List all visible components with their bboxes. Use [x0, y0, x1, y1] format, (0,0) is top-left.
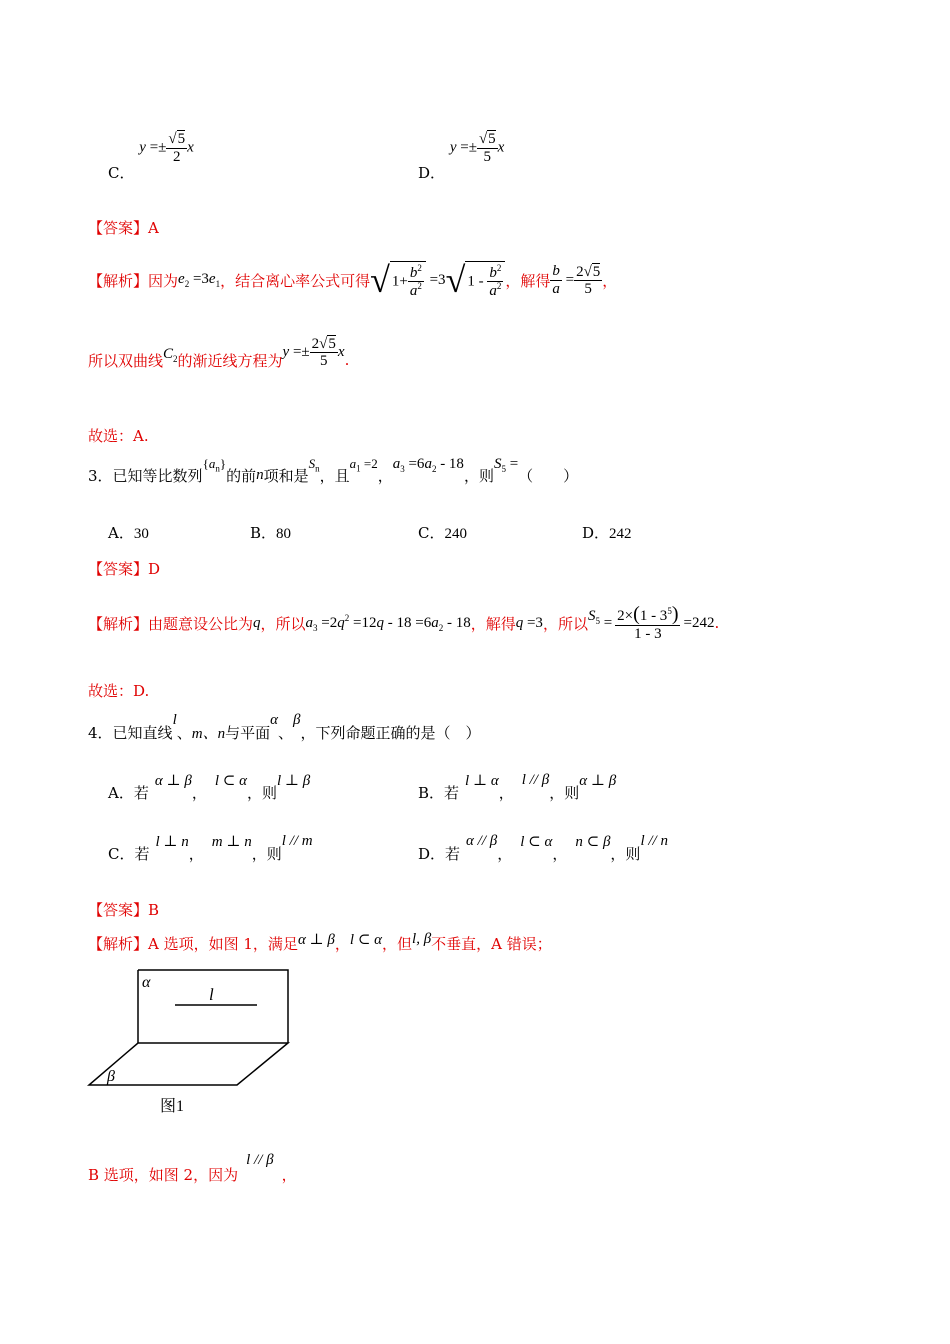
- label-l: l: [209, 985, 214, 1004]
- q2-conclusion: 故选：A.: [88, 427, 149, 445]
- plane-beta: [89, 1043, 288, 1085]
- q3-answer: 【答案】D: [88, 560, 161, 578]
- q2-option-c: C． y =± $\frac{√5}{2}$ x: [108, 131, 194, 182]
- q4-analysis-b: B 选项，如图 2，因为 l // β ，: [88, 1151, 297, 1184]
- q2-answer: 【答案】A: [88, 219, 159, 237]
- q4-option-d: D． 若 α // β ， l ⊂ α ， n ⊂ β ，则 l // n: [418, 832, 668, 863]
- q4-option-a: A． 若 α ⊥ β ， l ⊂ α ，则 l ⊥ β: [108, 772, 311, 802]
- q2-analysis-line2: 所以双曲线 $C_2$ 的渐近线方程为 y =± $\frac{2√5}{5}$ x .: [88, 335, 350, 370]
- figure-1: [85, 965, 300, 1120]
- figure-caption: 图1: [160, 1098, 185, 1115]
- q3-option-a: A．30: [108, 524, 149, 542]
- q4-stem: 4． 已知直线 l 、 m、n 与平面 α 、 β ，下列命题正确的是（ ）: [88, 711, 481, 742]
- q4-answer: 【答案】B: [88, 901, 160, 919]
- q4-analysis-a: 【解析】 A 选项，如图 1，满足 α ⊥ β ， l ⊂ α ，但 l, β 不垂直，A 错误；: [88, 930, 552, 953]
- q4-option-c: C． 若 l ⊥ n ， m ⊥ n ，则 l // m: [108, 832, 313, 863]
- q2-option-d: D． y =± $\frac{√5}{5}$ x: [418, 131, 505, 182]
- q3-conclusion: 故选：D.: [88, 682, 150, 700]
- label-beta: β: [107, 1068, 115, 1085]
- q3-analysis: 【解析】 由题意设公比为 q ，所以 $a_3 =2q^2 =12q - 18 =6a_2 - 18$ ，解得 q =3 ，所以 $S_5$ = $\frac{2\times(1 - 3^5)}{1 - 3}$ =242 .: [88, 603, 720, 643]
- q3-option-d: D．242: [582, 524, 632, 542]
- label-alpha: α: [142, 974, 151, 991]
- plane-alpha-edge: [138, 970, 288, 1043]
- q3-option-b: B．80: [250, 524, 292, 542]
- q2-analysis-line1: 【解析】 因为 $e_2 =3e_1$ ，结合离心率公式可得 √ 1+ $\frac{b^2}{a^2}$ =3 √ 1 - $\frac{b^2}{a^2}$ ，解得 $\frac{b}{a}$ = $\frac{2√5}{5}$ ，: [88, 260, 618, 300]
- q4-option-b: B． 若 l ⊥ α ， l // β ，则 α ⊥ β: [418, 771, 617, 802]
- q3-option-c: C．240: [418, 524, 467, 542]
- q3-stem: 3． 已知等比数列 $\{a_n\}$ 的前 n 项和是 $S_n$ ，且 $a_1 =2$ ， $a_3 =6a_2 - 18$ ，则 $S_5$ = （ ）: [88, 456, 579, 485]
